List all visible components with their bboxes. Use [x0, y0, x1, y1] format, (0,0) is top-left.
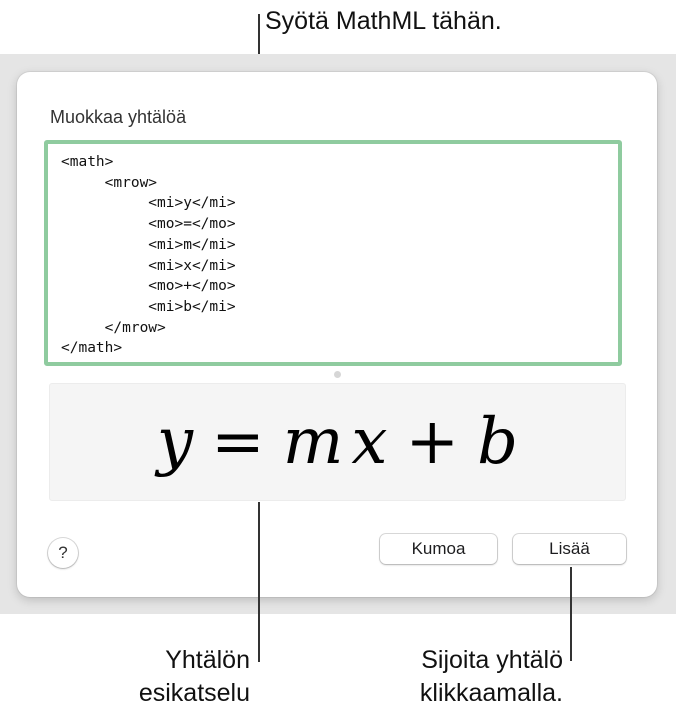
help-button[interactable] [48, 538, 78, 568]
preview-formula [157, 405, 518, 479]
preview-symbol-plus: + [405, 405, 460, 479]
edit-equation-dialog [17, 72, 657, 597]
dialog-title: Muokkaa yhtälöä [50, 107, 187, 127]
callout-line-preview [258, 502, 260, 662]
callout-preview-line1: Yhtälön [165, 646, 250, 674]
preview-symbol-b: b [477, 405, 519, 479]
mathml-editor[interactable] [44, 140, 622, 366]
resize-handle[interactable] [334, 371, 341, 378]
callout-preview-label [100, 644, 250, 710]
cancel-button[interactable]: Kumoa [380, 534, 497, 564]
preview-symbol-x: x [351, 405, 388, 479]
callout-mathml-input: Syötä MathML tähän. [265, 7, 502, 35]
callout-insert-label [370, 644, 563, 710]
preview-symbol-y: y [156, 405, 194, 479]
insert-button[interactable]: Lisää [513, 534, 626, 564]
callout-line-insert [570, 567, 572, 661]
preview-symbol-equals: = [211, 405, 265, 479]
equation-preview [49, 383, 626, 501]
help-icon: ? [58, 543, 68, 562]
preview-symbol-m: m [282, 405, 344, 479]
callout-insert-line1: Sijoita yhtälö [421, 646, 563, 674]
callout-insert-line2: klikkaamalla. [419, 679, 563, 707]
callout-preview-line2: esikatselu [138, 679, 250, 707]
